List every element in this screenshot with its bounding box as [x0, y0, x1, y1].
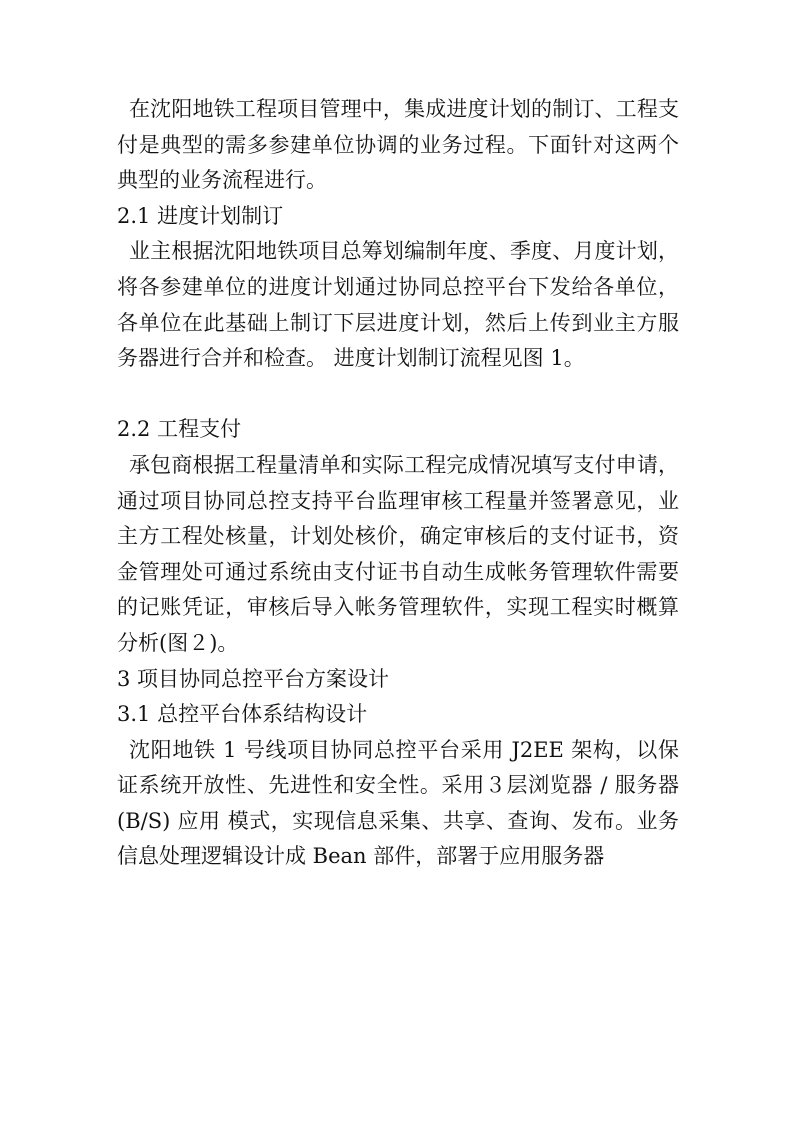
paragraph-schedule-planning: 业主根据沈阳地铁项目总筹划编制年度、季度、月度计划，将各参建单位的进度计划通过协同总控平台下发给各单位，各单位在此基础上制订下层进度计划，然后上传到业主方服务器进行合并和检查。 进度计划制订流程见图 1。 [117, 239, 679, 371]
paragraph-engineering-payment: 承包商根据工程量清单和实际工程完成情况填写支付申请，通过项目协同总控支持平台监理审核工程量并签署意见，业主方工程处核量，计划处核价，确定审核后的支付证书，资金管理处可通过系统由支付证书自动生成帐务管理软件需要的记账凭证，审核后导入帐务管理软件，实现工程实时概算分析(图２)。 [117, 452, 679, 655]
paragraph-architecture: 沈阳地铁 1 号线项目协同总控平台采用 J2EE 架构，以保证系统开放性、先进性和安全性。采用３层浏览器 / 服务器(B/S) 应用 模式，实现信息采集、共享、查询、发布。业务信息处理逻辑设计成 Bean 部件，部署于应用服务器 [117, 737, 679, 869]
section-heading-3-1: 3.1 总控平台体系结构设计 [117, 702, 368, 727]
blank-line [117, 377, 679, 413]
document-body [117, 92, 679, 875]
section-heading-2-2: 2.2 工程支付 [117, 417, 242, 442]
section-heading-2-1: 2.1 进度计划制订 [117, 203, 284, 228]
paragraph-intro: 在沈阳地铁工程项目管理中，集成进度计划的制订、工程支付是典型的需多参建单位协调的业务过程。下面针对这两个典型的业务流程进行。 [117, 97, 679, 193]
section-heading-3: 3 项目协同总控平台方案设计 [117, 666, 390, 691]
